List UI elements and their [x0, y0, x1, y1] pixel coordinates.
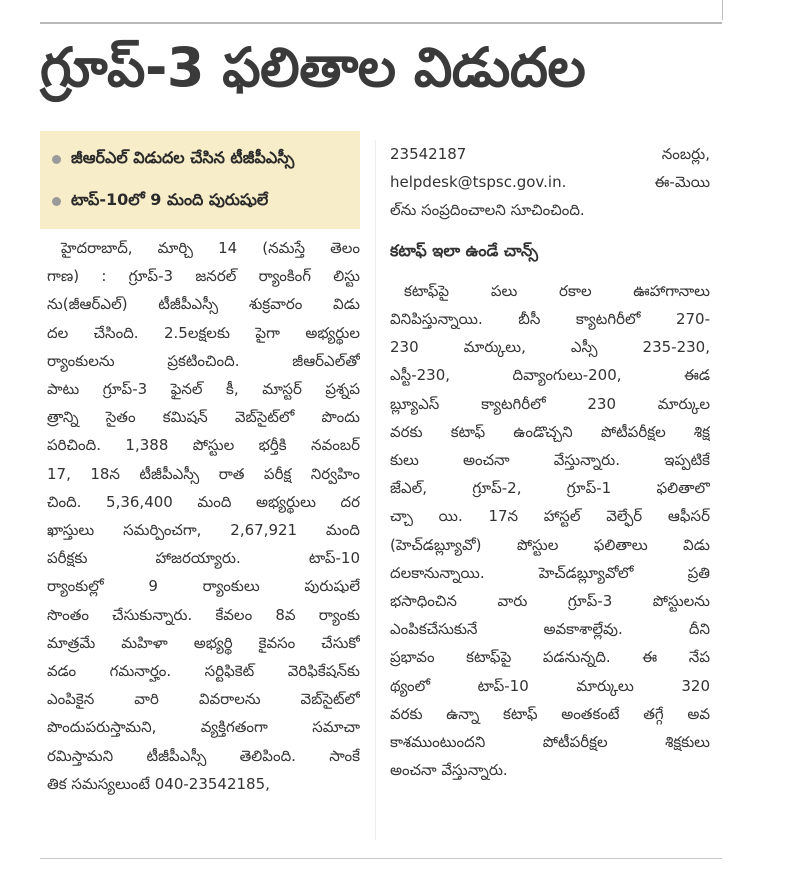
right-column-bottom — [390, 277, 710, 785]
text-line: కాశముంటుందని పోటీపరీక్షల శిక్షకులు — [390, 733, 710, 752]
text-line: వరకు ఉన్నా కటాఫ్ అంతకంటే తగ్గే అవ — [390, 704, 710, 723]
text-line: సొంతం చేసుకున్నారు. కేవలం 8వ ర్యాంకు — [47, 605, 360, 624]
text-line: ర్యాంకులను ప్రకటించింది. జీఆర్ఎల్‌తో — [47, 351, 360, 370]
text-line: బ్ల్యూఎస్ క్యాటగిరీలో 230 మార్కుల — [390, 394, 710, 413]
text-line: త్రాన్ని సైతం కమిషన్ వెబ్‌సైట్‌లో పొందు — [47, 408, 360, 427]
highlight-item — [40, 139, 360, 179]
text-line: ను(జీఆర్ఎల్) టీజీపీఎస్సీ శుక్రవారం విడు — [47, 295, 360, 314]
text-line: ల్‌ను సంప్రదించాలని సూచించింది. — [390, 201, 585, 220]
text-line: కటాఫ్‌పై పలు రకాల ఊహాగానాలు — [404, 281, 710, 300]
text-line: మాత్రమే మహిళా అభ్యర్థి కైవసం చేసుకో — [47, 633, 360, 652]
top-right-rule — [722, 0, 723, 20]
text-line: రమిస్తామని టీజీపీఎస్సీ తెలిపింది. సాంకే — [47, 746, 360, 765]
left-column — [47, 234, 360, 798]
text-line: తిక సమస్యలుంటే 040-23542185, — [47, 774, 270, 793]
text-line: భసాధించిన వారు గ్రూప్-3 పోస్టులను — [390, 592, 710, 611]
text-line: పాటు గ్రూప్-3 ఫైనల్ కీ, మాస్టర్ ప్రశ్నప — [47, 380, 360, 399]
text-line: పరిచింది. 1,388 పోస్టుల భర్తీకి నవంబర్ — [47, 436, 360, 455]
text-line: కులు అంచనా వేస్తున్నారు. ఇప్పటికే — [390, 451, 710, 470]
right-column — [390, 140, 710, 784]
highlight-text: జీఆర్ఎల్ విడుదల చేసిన టీజీపీఎస్సీ — [71, 147, 295, 167]
subhead: కటాఫ్ ఇలా ఉండే చాన్స్ — [390, 240, 538, 260]
right-column-top — [390, 140, 710, 225]
highlights-box — [40, 131, 360, 229]
text-line: అంచనా వేస్తున్నారు. — [390, 761, 508, 780]
text-line: 17, 18న టీజీపీఎస్సీ రాత పరీక్ష నిర్వహిం — [47, 464, 360, 483]
text-line: థ్యంలో టాప్-10 మార్కులు 320 — [390, 676, 710, 695]
text-line: పరీక్షకు హాజరయ్యారు. టాప్-10 — [47, 549, 360, 568]
text-line: చ్చా యి. 17న హాస్టల్ వెల్ఫేర్ ఆఫీసర్ — [390, 507, 710, 526]
text-line: 23542187 నంబర్లు, — [390, 145, 710, 163]
text-line: గాణ) : గ్రూప్-3 జనరల్ ర్యాంకింగ్ లిస్టు — [47, 267, 360, 286]
text-line: వడం గమనార్హం. సర్టిఫికెట్ వెరిఫికేషన్‌కు — [47, 662, 360, 681]
text-line: దలకానున్నాయి. హెచ్‌డబ్ల్యూవోలో ప్రతి — [390, 563, 710, 582]
top-rule — [40, 22, 722, 24]
text-line: (హెచ్‌డబ్ల్యూవో) పోస్టుల ఫలితాలు విడు — [390, 535, 710, 554]
highlight-item — [40, 181, 360, 221]
text-line: ప్రభావం కటాఫ్‌పై పడనున్నది. ఈ నేప — [390, 648, 710, 667]
text-line: చింది. 5,36,400 మంది అభ్యర్థులు దర — [47, 492, 360, 511]
text-line: జేఎల్, గ్రూప్-2, గ్రూప్-1 ఫలితాలొ — [390, 479, 710, 498]
text-line: ఖాస్తులు సమర్పించగా, 2,67,921 మంది — [47, 521, 360, 540]
bullet-icon — [52, 197, 61, 206]
bullet-icon — [52, 155, 61, 164]
text-line: ఎంపికైన వారి వివరాలను వెబ్‌సైట్‌లో — [47, 690, 360, 709]
text-line: ఎంపికచేసుకునే అవకాశాల్లేవు. దీని — [390, 620, 710, 639]
text-line: దల చేసింది. 2.5లక్షలకు పైగా అభ్యర్థుల — [47, 323, 360, 342]
text-line: ఎస్టీ-230, దివ్యాంగులు-200, ఈడ — [390, 366, 710, 385]
text-line: హైదరాబాద్, మార్చి 14 (నమస్తే తెలం — [61, 239, 360, 257]
text-line: వినిపిస్తున్నాయి. బీసీ క్యాటగిరీలో 270- — [390, 310, 710, 329]
column-divider — [375, 140, 376, 840]
bottom-rule — [40, 858, 722, 859]
headline: గ్రూప్-3 ఫలితాల విడుదల — [40, 36, 586, 99]
text-line: 230 మార్కులు, ఎస్సీ 235-230, — [390, 338, 710, 357]
text-line: వరకు కటాఫ్ ఉండొచ్చని పోటీపరీక్షల శిక్ష — [390, 422, 710, 441]
highlight-text: టాప్-10లో 9 మంది పురుషులే — [71, 189, 269, 209]
text-line: ర్యాంకుల్లో 9 ర్యాంకులు పురుషులే — [47, 577, 360, 596]
text-line: helpdesk@tspsc.gov.in. ఈ-మెయి — [390, 173, 710, 192]
text-line: పొందుపరుస్తామని, వ్యక్తిగతంగా సమాచా — [47, 718, 360, 737]
